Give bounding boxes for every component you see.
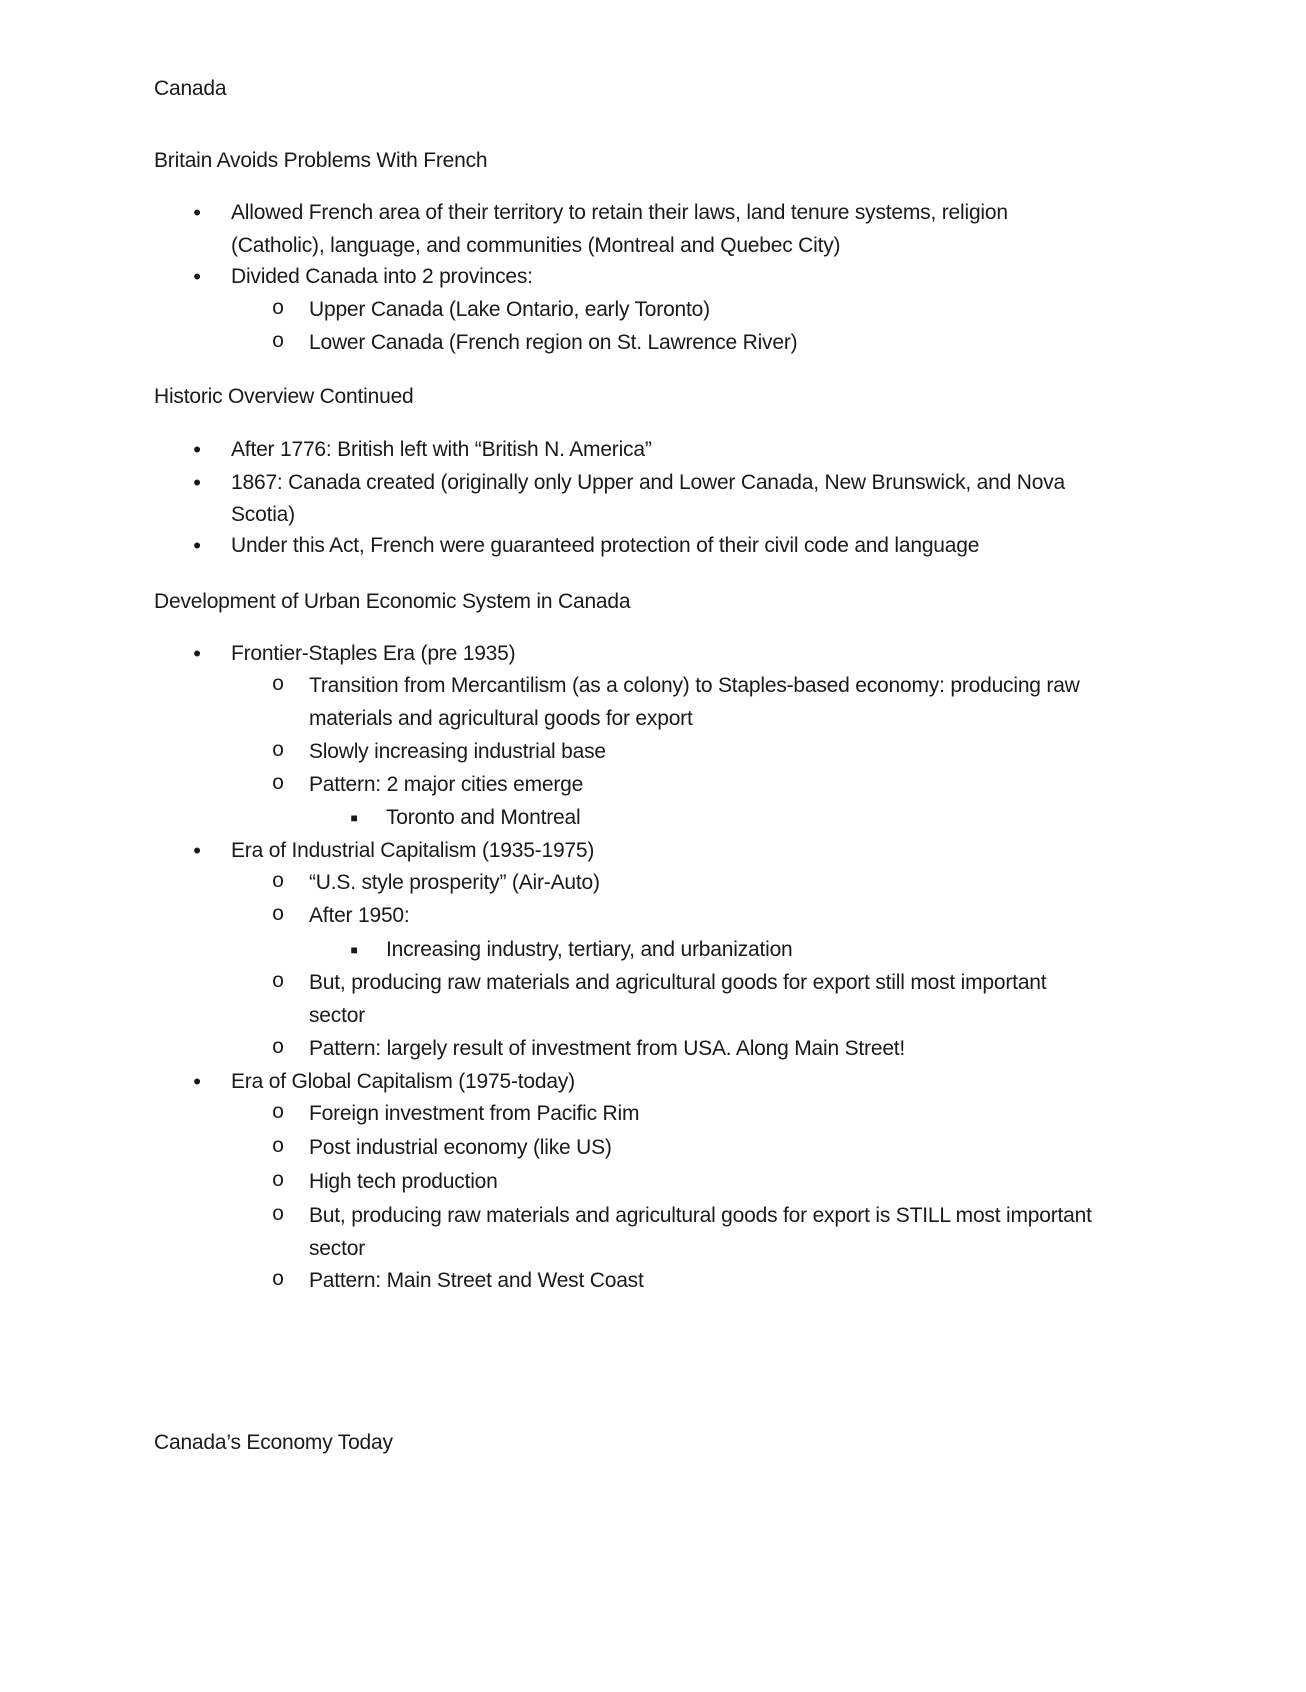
bullet-text: 1867: Canada created (originally only Upper and Lower Canada, New Brunswick, and Nova (231, 471, 1065, 494)
bullet-marker: • (193, 200, 201, 225)
sub-sub-bullet-marker: ■ (350, 811, 358, 825)
section-heading: Canada’s Economy Today (154, 1431, 393, 1454)
sub-bullet-text: Transition from Mercantilism (as a colony) to Staples-based economy: producing raw (309, 674, 1080, 697)
sub-bullet-marker: o (271, 1170, 285, 1193)
sub-bullet-text-continued: materials and agricultural goods for export (309, 707, 693, 730)
bullet-text: Era of Global Capitalism (1975-today) (231, 1070, 575, 1093)
sub-bullet-marker: o (271, 298, 285, 321)
sub-sub-bullet-text: Increasing industry, tertiary, and urbanization (386, 938, 793, 961)
sub-bullet-marker: o (271, 1204, 285, 1227)
bullet-marker: • (193, 264, 201, 289)
sub-bullet-text: Pattern: 2 major cities emerge (309, 773, 584, 796)
bullet-text: Allowed French area of their territory to retain their laws, land tenure systems, religion (231, 201, 1008, 224)
sub-bullet-text: Upper Canada (Lake Ontario, early Toronto) (309, 298, 710, 321)
sub-bullet-marker: o (271, 674, 285, 697)
sub-bullet-marker: o (271, 1037, 285, 1060)
bullet-text-continued: (Catholic), language, and communities (Montreal and Quebec City) (231, 234, 841, 257)
sub-bullet-marker: o (271, 740, 285, 763)
section-heading: Development of Urban Economic System in Canada (154, 590, 631, 613)
sub-bullet-text: But, producing raw materials and agricultural goods for export still most important (309, 971, 1047, 994)
sub-bullet-marker: o (271, 871, 285, 894)
bullet-marker: • (193, 533, 201, 558)
bullet-marker: • (193, 1069, 201, 1094)
sub-bullet-text-continued: sector (309, 1237, 365, 1260)
sub-bullet-text: Slowly increasing industrial base (309, 740, 606, 763)
sub-bullet-marker: o (271, 971, 285, 994)
bullet-text-continued: Scotia) (231, 503, 295, 526)
sub-bullet-marker: o (271, 1136, 285, 1159)
sub-sub-bullet-marker: ■ (350, 943, 358, 957)
sub-bullet-text: Lower Canada (French region on St. Lawrence River) (309, 331, 798, 354)
sub-sub-bullet-text: Toronto and Montreal (386, 806, 581, 829)
bullet-text: After 1776: British left with “British N. America” (231, 438, 652, 461)
bullet-text: Frontier-Staples Era (pre 1935) (231, 642, 516, 665)
sub-bullet-marker: o (271, 331, 285, 354)
bullet-text: Divided Canada into 2 provinces: (231, 265, 533, 288)
sub-bullet-text: Post industrial economy (like US) (309, 1136, 612, 1159)
bullet-text: Under this Act, French were guaranteed protection of their civil code and language (231, 534, 980, 557)
bullet-marker: • (193, 437, 201, 462)
sub-bullet-text: After 1950: (309, 904, 410, 927)
sub-bullet-text: But, producing raw materials and agricultural goods for export is STILL most important (309, 1204, 1092, 1227)
sub-bullet-text-continued: sector (309, 1004, 365, 1027)
bullet-marker: • (193, 470, 201, 495)
bullet-marker: • (193, 838, 201, 863)
section-heading: Britain Avoids Problems With French (154, 149, 488, 172)
sub-bullet-marker: o (271, 1102, 285, 1125)
sub-bullet-text: Pattern: largely result of investment from USA. Along Main Street! (309, 1037, 906, 1060)
section-heading: Historic Overview Continued (154, 385, 414, 408)
sub-bullet-text: “U.S. style prosperity” (Air-Auto) (309, 871, 600, 894)
bullet-text: Era of Industrial Capitalism (1935-1975) (231, 839, 595, 862)
sub-bullet-text: Foreign investment from Pacific Rim (309, 1102, 640, 1125)
sub-bullet-marker: o (271, 904, 285, 927)
sub-bullet-text: High tech production (309, 1170, 498, 1193)
sub-bullet-marker: o (271, 773, 285, 796)
sub-bullet-marker: o (271, 1269, 285, 1292)
bullet-marker: • (193, 641, 201, 666)
sub-bullet-text: Pattern: Main Street and West Coast (309, 1269, 644, 1292)
document-title: Canada (154, 77, 227, 100)
